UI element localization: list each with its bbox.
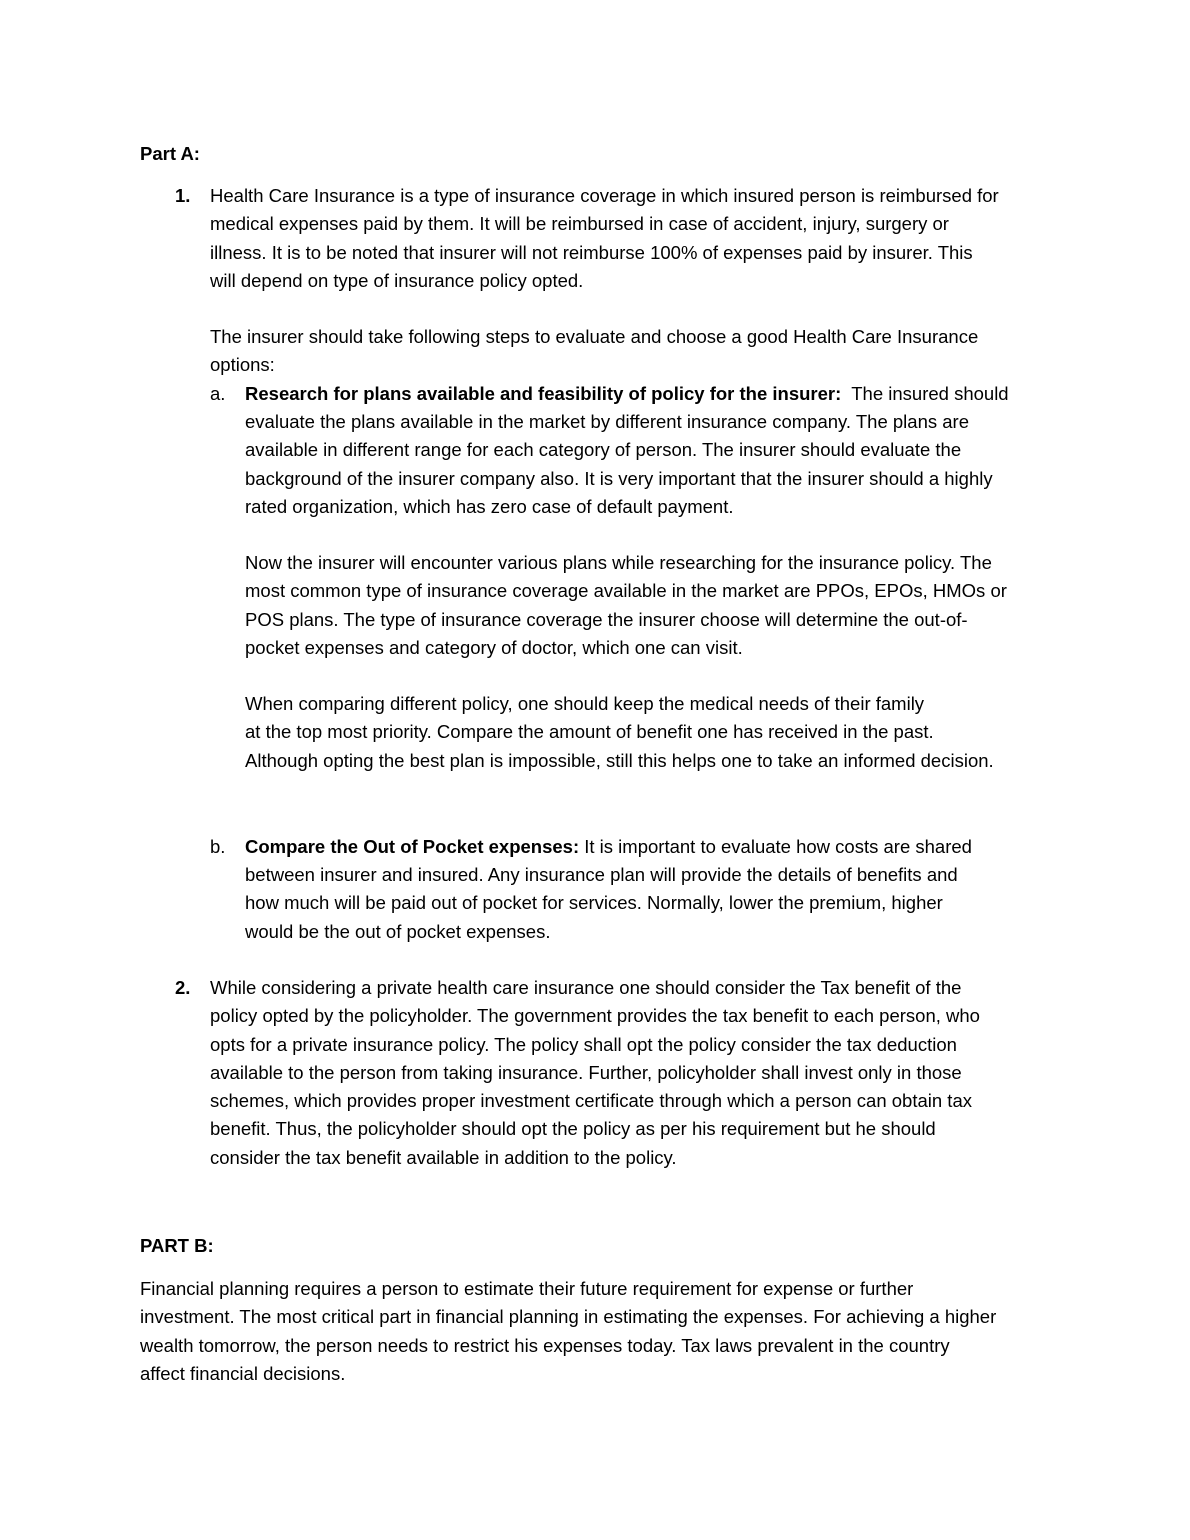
sub-item-a-bold-lead: Research for plans available and feasibility of policy for the insurer: [245,383,842,404]
sub-item-a-paragraph-3: When comparing different policy, one should keep the medical needs of their family at the top most priority. Compare the amount of benefit one has received in the past. Although opting the best plan is impossible, still this helps one to take an informed decision. [245,693,994,771]
part-b-paragraph: Financial planning requires a person to estimate their future requirement for expense or further investment. The most critical part in financial planning in estimating the expenses. For achieving a higher wealth tomorrow, the person needs to restrict his expenses today. Tax laws prevalent in the country affect financial decisions. [140,1278,997,1384]
sub-item-b-bold-lead: Compare the Out of Pocket expenses: [245,836,580,857]
item-2-paragraph: While considering a private health care insurance one should consider the Tax benefit of the policy opted by the policyholder. The government provides the tax benefit to each person, who opts for a private insurance policy. The policy shall opt the policy consider the tax deduction available to the person from taking insurance. Further, policyholder shall invest only in those schemes, which provides proper investment certificate through which a person can obtain tax benefit. Thus, the policyholder should opt the policy as per his requirement but he should consider the tax benefit available in addition to the policy. [210,977,980,1168]
sub-item-b-text: between insurer and insured. Any insurance plan will provide the details of benefits and how much will be paid out of pocket for services. Normally, lower the premium, higher would be the out of pocket expenses. [245,864,958,942]
sub-item-a-paragraph-2: Now the insurer will encounter various plans while researching for the insurance policy. The most common type of insurance coverage available in the market are PPOs, EPOs, HMOs or POS plans. The type of insurance coverage the insurer choose will determine the out-of- pocket expenses and category of doctor, which one can visit. [245,552,1007,658]
sub-item-a-text: evaluate the plans available in the market by different insurance company. The plans are available in different range for each category of person. The insurer should evaluate the background of the insurer company also. It is very important that the insurer should a highly rated organization, which has zero case of default payment. [245,411,993,517]
item-1-paragraph-2: The insurer should take following steps to evaluate and choose a good Health Care Insurance options: [210,326,979,376]
sub-item-b-marker: b. [210,836,226,857]
sub-item-a-first-line [245,380,1125,408]
sub-item-a-marker: a. [210,383,226,404]
sub-item-b-first-line [245,833,1125,861]
sub-item-b-first-line-rest: It is important to evaluate how costs are shared [579,836,972,857]
item-1-paragraph-1: Health Care Insurance is a type of insurance coverage in which insured person is reimbursed for medical expenses paid by them. It will be reimbursed in case of accident, injury, surgery or illness. It is to be noted that insurer will not reimburse 100% of expenses paid by insurer. This will depend on type of insurance policy opted. [210,185,999,291]
item-2-number: 2. [175,977,191,998]
part-b-heading: PART B: [140,1235,214,1256]
part-a-heading: Part A: [140,143,200,164]
item-1-number: 1. [175,185,191,206]
sub-item-a-first-line-rest: The insured should [841,383,1009,404]
